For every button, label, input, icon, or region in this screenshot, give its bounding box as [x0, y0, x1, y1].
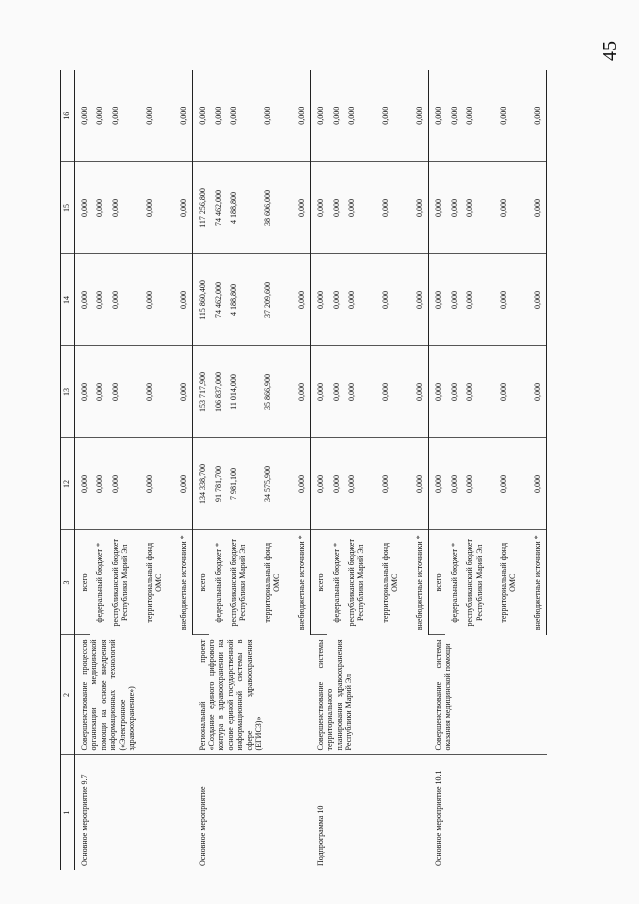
column-number: 14: [61, 254, 75, 346]
program-code-cell: Подпрограмма 10: [315, 805, 325, 866]
amount-cell: 7 981,100: [224, 438, 249, 530]
column-number: 15: [61, 162, 75, 254]
amount-cell: 0,000: [401, 254, 429, 346]
table-row: [311, 70, 327, 870]
amount-cell: 0,000: [165, 438, 193, 530]
amount-cell: 0,000: [485, 254, 519, 346]
funding-source-cell: территориальный фонд ОМС: [498, 542, 518, 623]
amount-cell: 0,000: [429, 254, 445, 346]
amount-cell: 0,000: [401, 162, 429, 254]
table-row: [75, 70, 91, 870]
funding-source-cell: федеральный бюджет *: [331, 542, 341, 623]
amount-cell: 11 014,000: [224, 346, 249, 438]
amount-cell: 0,000: [131, 254, 165, 346]
amount-cell: 0,000: [460, 162, 485, 254]
rotated-table-page: [60, 70, 600, 870]
funding-source-cell: внебюджетные источники *: [165, 530, 193, 635]
amount-cell: 0,000: [131, 438, 165, 530]
amount-cell: 0,000: [283, 254, 311, 346]
amount-cell: 0,000: [445, 346, 460, 438]
amount-cell: 0,000: [445, 438, 460, 530]
table-row: [429, 70, 445, 870]
column-number-row: [61, 70, 75, 870]
amount-cell: 0,000: [283, 162, 311, 254]
amount-cell: 0,000: [401, 70, 429, 162]
amount-cell: 0,000: [75, 70, 91, 162]
amount-cell: 134 338,700: [193, 438, 209, 530]
column-number: 1: [61, 755, 75, 870]
amount-cell: 0,000: [106, 162, 131, 254]
amount-cell: 0,000: [342, 162, 367, 254]
amount-cell: 0,000: [519, 70, 547, 162]
program-code-cell: Основное мероприятие 10.1: [433, 770, 443, 866]
amount-cell: 0,000: [90, 70, 105, 162]
amount-cell: 0,000: [342, 254, 367, 346]
page-number: 45: [599, 41, 621, 61]
amount-cell: 0,000: [165, 70, 193, 162]
amount-cell: 0,000: [90, 346, 105, 438]
amount-cell: 0,000: [106, 438, 131, 530]
amount-cell: 0,000: [460, 70, 485, 162]
column-number: 3: [61, 530, 75, 635]
amount-cell: 0,000: [519, 162, 547, 254]
amount-cell: 0,000: [519, 438, 547, 530]
amount-cell: 0,000: [445, 254, 460, 346]
amount-cell: 0,000: [401, 346, 429, 438]
amount-cell: 0,000: [327, 70, 342, 162]
amount-cell: 0,000: [445, 70, 460, 162]
funding-source-cell: внебюджетные источники *: [283, 530, 311, 635]
amount-cell: 0,000: [90, 254, 105, 346]
amount-cell: 0,000: [342, 70, 367, 162]
amount-cell: 153 717,900: [193, 346, 209, 438]
funding-source-cell: всего: [75, 530, 91, 635]
amount-cell: 0,000: [193, 70, 209, 162]
amount-cell: 0,000: [367, 70, 401, 162]
amount-cell: 115 860,400: [193, 254, 209, 346]
funding-source-cell: федеральный бюджет *: [95, 542, 105, 623]
amount-cell: 0,000: [75, 346, 91, 438]
amount-cell: 0,000: [165, 162, 193, 254]
amount-cell: 0,000: [367, 438, 401, 530]
amount-cell: 0,000: [327, 346, 342, 438]
amount-cell: 0,000: [367, 346, 401, 438]
funding-source-cell: всего: [193, 530, 209, 635]
funding-source-cell: федеральный бюджет *: [213, 542, 223, 623]
amount-cell: 0,000: [165, 254, 193, 346]
amount-cell: 106 837,000: [209, 346, 224, 438]
amount-cell: 0,000: [367, 162, 401, 254]
amount-cell: 0,000: [75, 162, 91, 254]
amount-cell: 0,000: [429, 70, 445, 162]
funding-source-cell: всего: [429, 530, 445, 635]
amount-cell: 0,000: [131, 162, 165, 254]
program-name-cell: Совершенствование процессов организации медицинской помощи на основе внедрения информационных технологий («Электронное здравоохранение»): [75, 635, 193, 755]
amount-cell: 35 866,900: [249, 346, 283, 438]
amount-cell: 0,000: [90, 438, 105, 530]
amount-cell: 0,000: [519, 346, 547, 438]
amount-cell: 0,000: [311, 70, 327, 162]
funding-source-cell: республиканский бюджет Республики Марий Эл: [110, 539, 130, 627]
amount-cell: 0,000: [327, 438, 342, 530]
amount-cell: 0,000: [283, 346, 311, 438]
amount-cell: 0,000: [445, 162, 460, 254]
amount-cell: 0,000: [485, 438, 519, 530]
amount-cell: 0,000: [75, 438, 91, 530]
amount-cell: 4 188,800: [224, 254, 249, 346]
amount-cell: 0,000: [131, 70, 165, 162]
amount-cell: 0,000: [311, 162, 327, 254]
amount-cell: 0,000: [429, 438, 445, 530]
amount-cell: 0,000: [401, 438, 429, 530]
table-row: [193, 70, 209, 870]
amount-cell: 0,000: [283, 70, 311, 162]
column-number: 16: [61, 70, 75, 162]
funding-source-cell: территориальный фонд ОМС: [380, 542, 400, 623]
amount-cell: 0,000: [209, 70, 224, 162]
amount-cell: 0,000: [311, 438, 327, 530]
amount-cell: 0,000: [311, 346, 327, 438]
amount-cell: 0,000: [106, 346, 131, 438]
program-name-cell: Региональный проект «Создание единого цифрового контура в здравоохранении на основе единой государственной информационной системы в сфере здравоохранения (ЕГИСЗ)»: [193, 635, 311, 755]
table-body: [75, 70, 547, 870]
amount-cell: 0,000: [165, 346, 193, 438]
amount-cell: 74 462,000: [209, 162, 224, 254]
amount-cell: 0,000: [311, 254, 327, 346]
amount-cell: 0,000: [519, 254, 547, 346]
amount-cell: 0,000: [485, 162, 519, 254]
funding-source-cell: территориальный фонд ОМС: [144, 542, 164, 623]
program-code-cell: Основное мероприятие: [197, 786, 207, 866]
funding-source-cell: федеральный бюджет *: [449, 542, 459, 623]
funding-source-cell: внебюджетные источники *: [519, 530, 547, 635]
funding-source-cell: республиканский бюджет Республики Марий Эл: [347, 539, 366, 627]
amount-cell: 0,000: [460, 346, 485, 438]
amount-cell: 0,000: [327, 162, 342, 254]
amount-cell: 0,000: [485, 70, 519, 162]
amount-cell: 0,000: [224, 70, 249, 162]
amount-cell: 0,000: [249, 70, 283, 162]
amount-cell: 117 256,800: [193, 162, 209, 254]
funding-source-cell: всего: [311, 530, 327, 635]
amount-cell: 0,000: [429, 162, 445, 254]
program-name-cell: Совершенствование системы территориального планирования здравоохранения Республики Марий Эл: [311, 635, 429, 755]
amount-cell: 0,000: [342, 346, 367, 438]
amount-cell: 0,000: [90, 162, 105, 254]
amount-cell: 37 209,600: [249, 254, 283, 346]
funding-source-cell: внебюджетные источники *: [401, 530, 429, 635]
amount-cell: 0,000: [75, 254, 91, 346]
amount-cell: 0,000: [485, 346, 519, 438]
amount-cell: 0,000: [106, 70, 131, 162]
amount-cell: 0,000: [460, 438, 485, 530]
funding-source-cell: территориальный фонд ОМС: [262, 542, 282, 623]
amount-cell: 0,000: [460, 254, 485, 346]
amount-cell: 0,000: [106, 254, 131, 346]
amount-cell: 0,000: [131, 346, 165, 438]
amount-cell: 4 188,800: [224, 162, 249, 254]
funding-source-cell: республиканский бюджет Республики Марий Эл: [228, 539, 248, 627]
amount-cell: 34 575,900: [249, 438, 283, 530]
funding-source-cell: республиканский бюджет Республики Марий Эл: [465, 539, 484, 627]
column-number: 13: [61, 346, 75, 438]
column-number: 2: [61, 635, 75, 755]
amount-cell: 38 606,000: [249, 162, 283, 254]
budget-table: [60, 70, 547, 870]
program-name-cell: Совершенствование системы оказания медицинской помощи: [429, 635, 547, 755]
amount-cell: 74 462,000: [209, 254, 224, 346]
program-code-cell: Основное мероприятие 9.7: [80, 774, 89, 866]
amount-cell: 0,000: [327, 254, 342, 346]
amount-cell: 0,000: [342, 438, 367, 530]
column-number: 12: [61, 438, 75, 530]
amount-cell: 91 781,700: [209, 438, 224, 530]
amount-cell: 0,000: [283, 438, 311, 530]
amount-cell: 0,000: [367, 254, 401, 346]
amount-cell: 0,000: [429, 346, 445, 438]
